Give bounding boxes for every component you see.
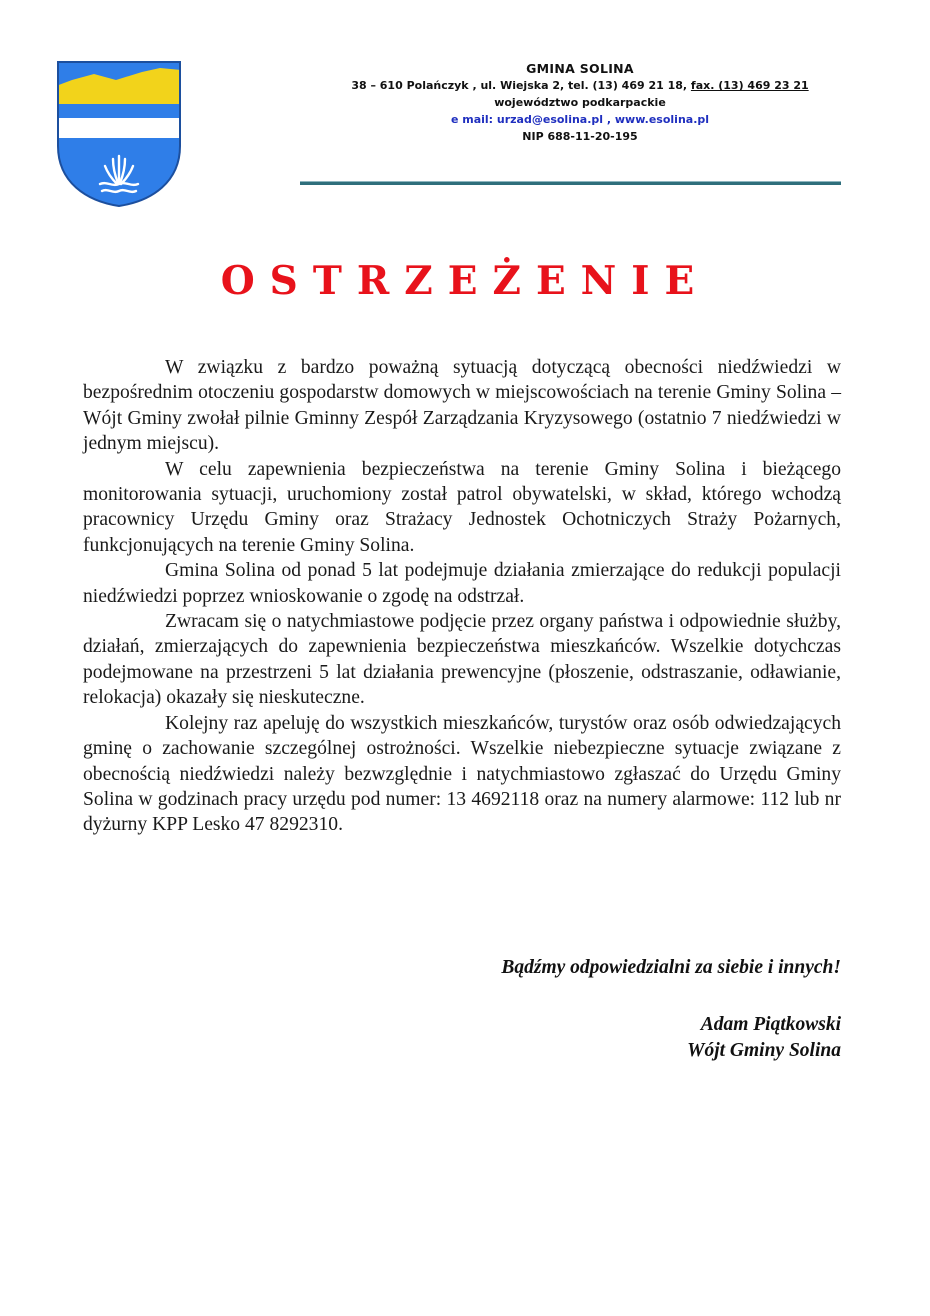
paragraph: Kolejny raz apeluję do wszystkich mieszkańców, turystów oraz osób odwiedzających gminę o zachowanie szczególnej ostrożności. Wszelkie niebezpieczne sytuacje związane z obecnością niedźwiedzi należy bezwzględnie i natychmiastowo zgłaszać do Urzędu Gminy Solina w godzinach pracy urzędu pod numer: 13 4692118 oraz na numery alarmowe: 112 lub nr dyżurny KPP Lesko 47 8292310.	[83, 712, 841, 836]
address-text: 38 – 610 Polańczyk , ul. Wiejska 2, tel. (13) 469 21 18,	[351, 79, 691, 92]
header-divider	[300, 181, 841, 185]
letterhead	[300, 60, 860, 145]
signer-position: Wójt Gminy Solina	[687, 1039, 841, 1061]
contact-line	[300, 77, 860, 94]
document-body	[83, 355, 841, 838]
nip-text: NIP 688-11-20-195	[522, 130, 638, 143]
closing-appeal: Bądźmy odpowiedzialni za siebie i innych!	[501, 957, 841, 978]
signer-name: Adam Piątkowski	[700, 1014, 841, 1035]
fax-text: fax. (13) 469 23 21	[690, 79, 809, 92]
organization-name: GMINA SOLINA	[526, 61, 634, 76]
paragraph: W związku z bardzo poważną sytuacją dotyczącą obecności niedźwiedzi w bezpośrednim otoczeniu gospodarstw domowych w miejscowościach na terenie Gminy Solina – Wójt Gminy zwołał pilnie Gminny Zespół Zarządzania Kryzysowego (ostatnio 7 niedźwiedzi w jednym miejscu).	[83, 357, 841, 455]
voivodeship-text: województwo podkarpackie	[494, 96, 666, 109]
paragraph: W celu zapewnienia bezpieczeństwa na terenie Gminy Solina i bieżącego monitorowania sytuacji, uruchomiony został patrol obywatelski, w skład, którego wchodzą pracownicy Urzędu Gminy oraz Strażacy Jednostek Ochotniczych Straży Pożarnych, funkcjonujących na terenie Gminy Solina.	[83, 458, 841, 556]
email-website-line[interactable]: e mail: urzad@esolina.pl , www.esolina.pl	[450, 113, 710, 126]
document-title: OSTRZEŻENIE	[220, 258, 710, 304]
coat-of-arms-icon	[56, 60, 182, 208]
signature-block	[687, 1012, 841, 1063]
paragraph: Gmina Solina od ponad 5 lat podejmuje działania zmierzające do redukcji populacji niedźwiedzi poprzez wnioskowanie o zgodę na odstrzał.	[83, 560, 841, 607]
paragraph: Zwracam się o natychmiastowe podjęcie przez organy państwa i odpowiednie służby, działań, zmierzających do zapewnienia bezpieczeństwa mieszkańców. Wszelkie dotychczas podejmowane na przestrzeni 5 lat działania prewencyjne (płoszenie, odstraszanie, odławianie, relokacja) okazały się nieskuteczne.	[83, 611, 841, 709]
